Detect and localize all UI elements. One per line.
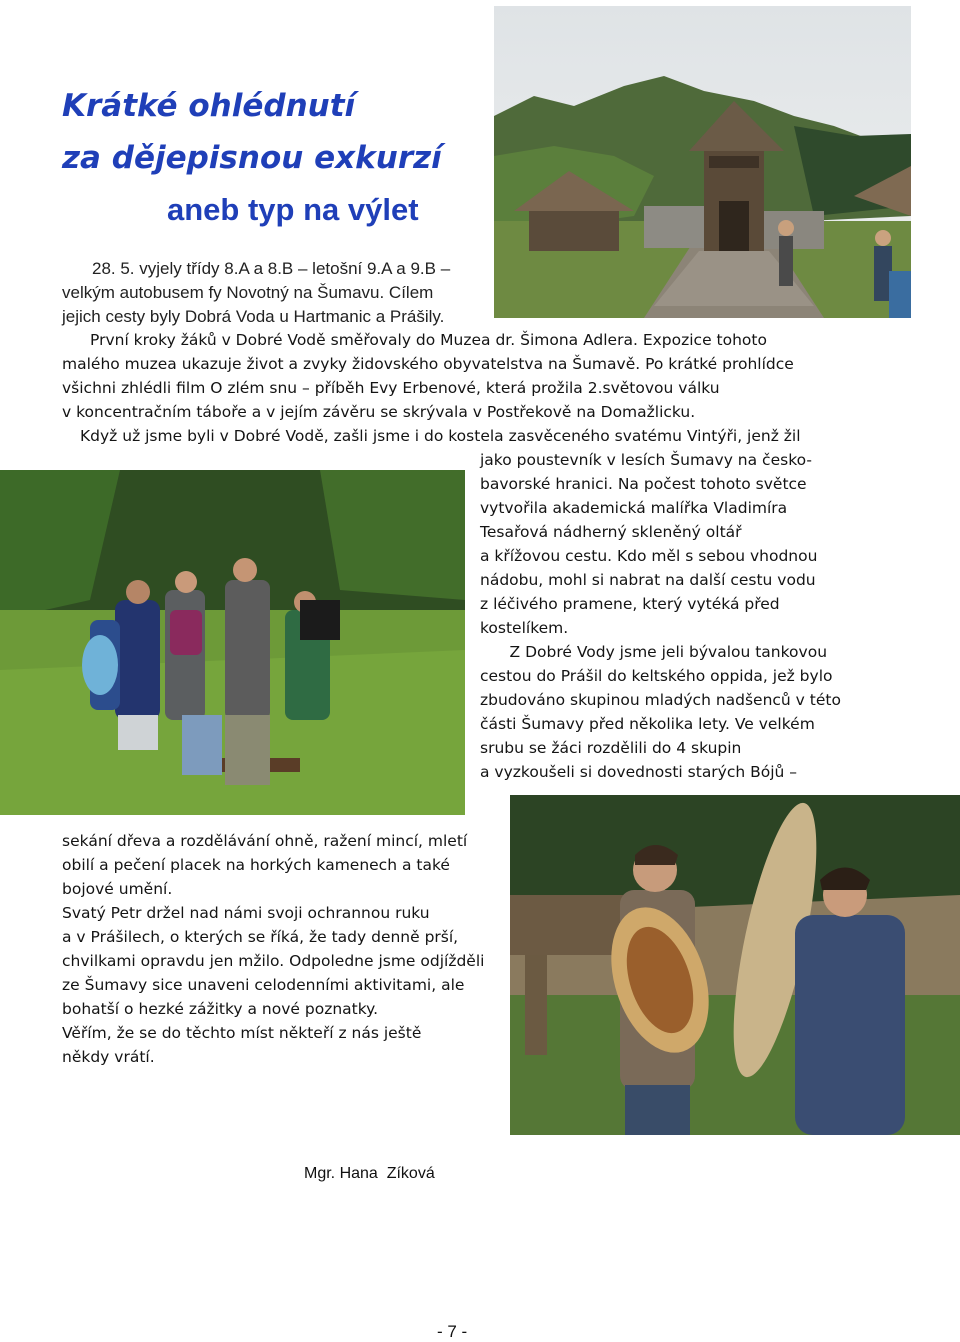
- body-line: bavorské hranici. Na počest tohoto světce: [480, 475, 807, 493]
- body-line: z léčivého pramene, který vytéká před: [480, 595, 780, 613]
- body-line: zbudováno skupinou mladých nadšenců v této: [480, 691, 841, 709]
- body-line: cestou do Prášil do keltského oppida, jež bylo: [480, 667, 833, 685]
- photo-celtic-gate: [494, 6, 911, 318]
- author-signature: Mgr. Hana Zíková: [304, 1165, 435, 1182]
- body-line: Když už jsme byli v Dobré Vodě, zašli jsme i do kostela zasvěceného svatému Vintýři, jenž žil: [80, 427, 801, 445]
- body-line: vytvořila akademická malířka Vladimíra: [480, 499, 788, 517]
- body-line: a křížovou cestu. Kdo měl s sebou vhodnou: [480, 547, 818, 565]
- intro-line-3: jejich cesty byly Dobrá Voda u Hartmanic a Prášily.: [62, 307, 445, 326]
- body-line: První kroky žáků v Dobré Vodě směřovaly do Muzea dr. Šimona Adlera. Expozice tohoto: [90, 331, 767, 349]
- body-line: sekání dřeva a rozdělávání ohně, ražení mincí, mletí: [62, 832, 468, 850]
- body-line: Tesařová nádherný skleněný oltář: [480, 523, 742, 541]
- body-line: jako poustevník v lesích Šumavy na česko-: [480, 451, 812, 469]
- body-line: někdy vrátí.: [62, 1048, 155, 1066]
- body-line: a v Prášilech, o kterých se říká, že tady denně prší,: [62, 928, 459, 946]
- body-line: Věřím, že se do těchto míst někteří z nás ještě: [62, 1024, 422, 1042]
- body-line: a vyzkoušeli si dovednosti starých Bójů –: [480, 763, 798, 781]
- body-line: chvilkami opravdu jen mžilo. Odpoledne jsme odjížděli: [62, 952, 485, 970]
- body-line: Z Dobré Vody jsme jeli bývalou tankovou: [480, 643, 828, 661]
- title-line-1: Krátké ohlédnutí: [62, 88, 356, 124]
- body-line: obilí a pečení placek na horkých kamenech a také: [62, 856, 450, 874]
- body-line: srubu se žáci rozdělili do 4 skupin: [480, 739, 742, 757]
- body-line: bojové umění.: [62, 880, 173, 898]
- title-line-3: aneb typ na výlet: [167, 192, 419, 227]
- page-number: - 7 -: [437, 1322, 468, 1341]
- body-line: malého muzea ukazuje život a zvyky židovského obyvatelstva na Šumavě. Po krátké prohlídce: [62, 355, 794, 373]
- body-line: kostelíkem.: [480, 619, 569, 637]
- body-line: ze Šumavy sice unaveni celodenními aktivitami, ale: [62, 976, 465, 994]
- body-line: bohatší o hezké zážitky a nové poznatky.: [62, 1000, 379, 1018]
- body-line: Svatý Petr držel nad námi svoji ochrannou ruku: [62, 904, 430, 922]
- photo-boys-shields: [510, 795, 960, 1135]
- intro-line-1: 28. 5. vyjely třídy 8.A a 8.B – letošní 9.A a 9.B –: [92, 259, 451, 278]
- body-line: nádobu, mohl si nabrat na další cestu vodu: [480, 571, 816, 589]
- article-title: [62, 80, 442, 236]
- body-line: všichni zhlédli film O zlém snu – příběh Evy Erbenové, která prožila 2.světovou válku: [62, 379, 720, 397]
- title-line-2: za dějepisnou exkurzí: [62, 140, 442, 176]
- intro-line-2: velkým autobusem fy Novotný na Šumavu. Cílem: [62, 283, 434, 302]
- body-line: části Šumavy před několika lety. Ve velkém: [480, 715, 815, 733]
- body-line: v koncentračním táboře a v jejím závěru se skrývala v Postřekově na Domažlicku.: [62, 403, 696, 421]
- photo-students-wood: [0, 470, 465, 815]
